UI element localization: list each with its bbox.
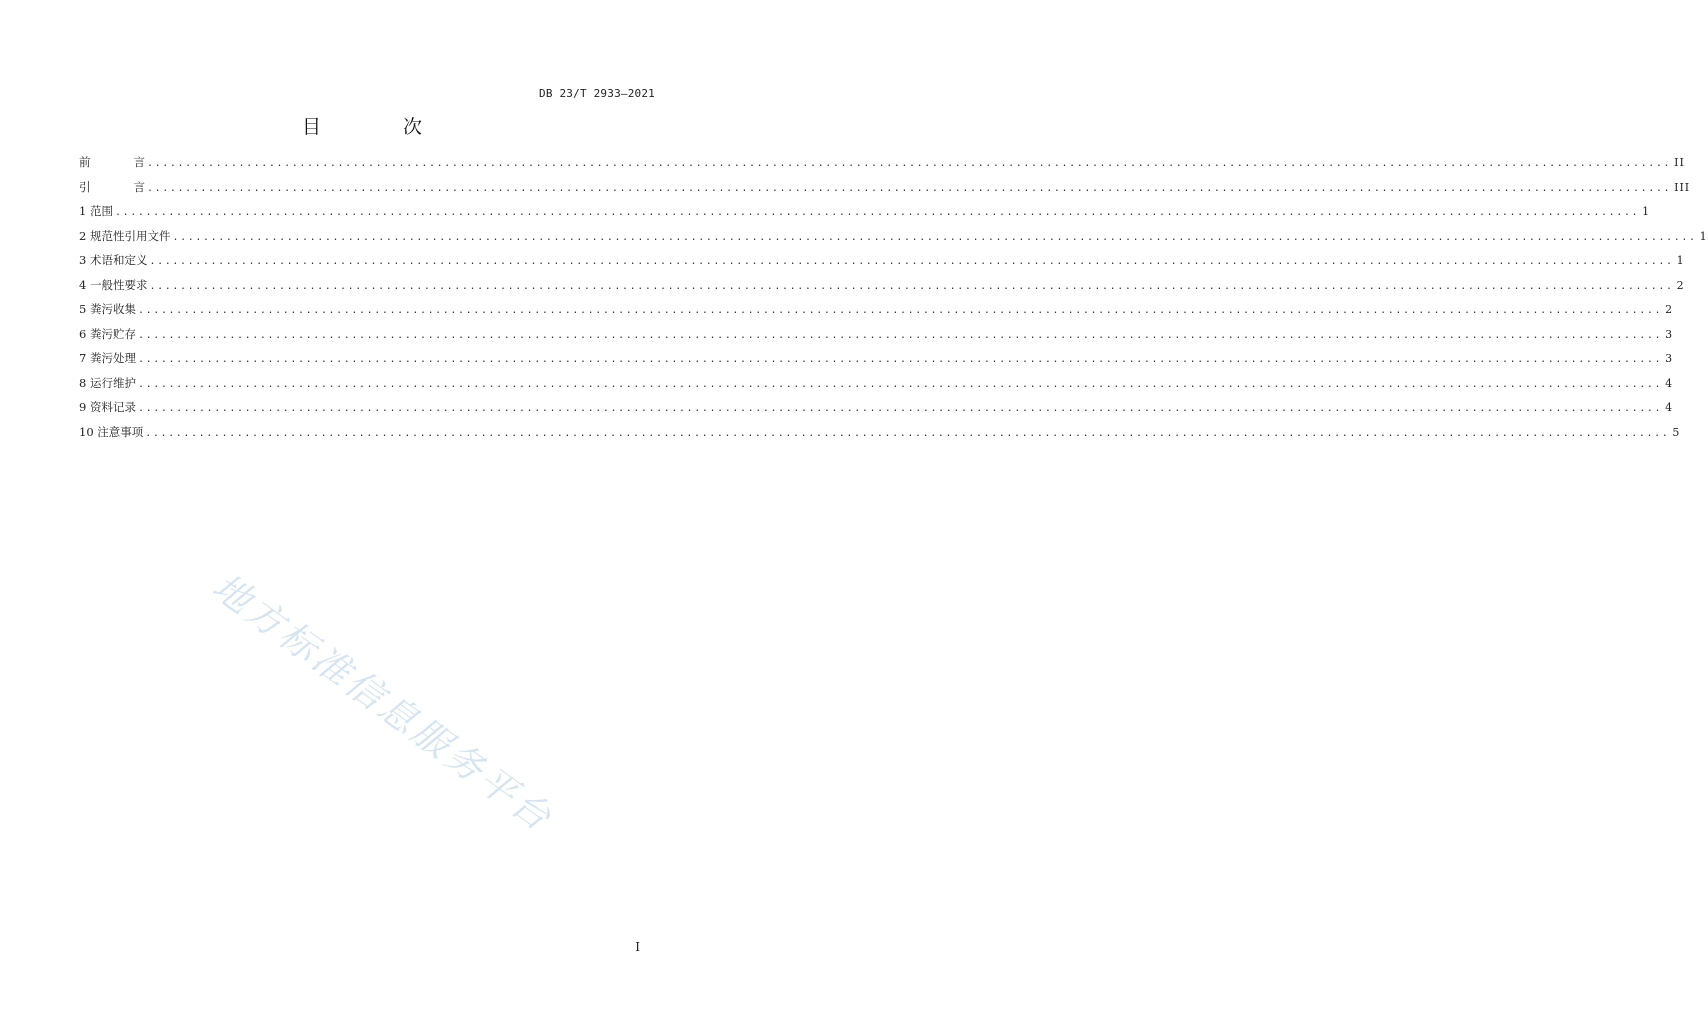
toc-entry-foreword[interactable] (79, 150, 1685, 175)
toc-leader-dots: ........................................................................................................................................................................................................ (147, 182, 1672, 194)
toc-entry-label (79, 150, 147, 175)
toc-entry-scope[interactable] (79, 199, 1651, 224)
toc-entry-label: 9 资料记录 (79, 395, 138, 420)
toc-entry-label: 8 运行维护 (79, 371, 138, 396)
toc-entry-page: 5 (1672, 425, 1681, 439)
toc-title: 目 次 (301, 116, 461, 138)
toc-leader-dots: ........................................................................................................................................................................................................ (137, 329, 1663, 341)
toc-entry-page: 1 (1676, 254, 1685, 267)
toc-leader-dots: ........................................................................................................................................................................................................ (114, 207, 1640, 218)
toc-leader-dots: ........................................................................................................................................................................................................ (172, 231, 1697, 243)
toc-entry-general-requirements[interactable] (79, 273, 1685, 298)
toc-label-char-2: 言 (133, 155, 145, 169)
toc-label-char-2: 言 (133, 179, 145, 194)
toc-entry-manure-treatment[interactable] (79, 346, 1674, 371)
toc-entry-label: 1 范围 (79, 199, 115, 224)
toc-entry-label: 6 粪污贮存 (79, 322, 138, 347)
toc-entry-page: 2 (1676, 278, 1685, 292)
toc-leader-dots: ........................................................................................................................................................................................................ (149, 256, 1674, 267)
toc-entry-page: 1 (1642, 205, 1651, 218)
toc-entry-label (79, 175, 147, 200)
toc-leader-dots: ........................................................................................................................................................................................................ (137, 305, 1663, 316)
toc-leader-dots: ........................................................................................................................................................................................................ (137, 354, 1663, 365)
toc-entry-page: 4 (1665, 376, 1674, 390)
toc-entry-label: 4 一般性要求 (79, 273, 149, 298)
toc-leader-dots: ........................................................................................................................................................................................................ (147, 158, 1672, 169)
toc-entry-precautions[interactable] (79, 420, 1681, 445)
toc-entry-operation-maintenance[interactable] (79, 371, 1674, 396)
toc-entry-page: 1 (1699, 229, 1708, 243)
toc-leader-dots: ........................................................................................................................................................................................................ (137, 403, 1663, 414)
document-code: DB 23/T 2933—2021 (539, 87, 655, 100)
table-of-contents (79, 150, 1708, 444)
toc-entry-label: 10 注意事项 (79, 420, 145, 445)
toc-entry-page: II (1674, 156, 1685, 169)
toc-entry-manure-storage[interactable] (79, 322, 1674, 347)
toc-entry-label: 3 术语和定义 (79, 248, 149, 273)
toc-entry-label: 2 规范性引用文件 (79, 224, 172, 249)
toc-leader-dots: ........................................................................................................................................................................................................ (149, 280, 1674, 292)
watermark-text: 地方标准信息服务平台 (204, 564, 562, 841)
toc-entry-page: 3 (1665, 327, 1674, 341)
toc-leader-dots: ........................................................................................................................................................................................................ (137, 378, 1663, 390)
toc-entry-label: 5 粪污收集 (79, 297, 138, 322)
toc-entry-records[interactable] (79, 395, 1674, 420)
toc-entry-manure-collection[interactable] (79, 297, 1674, 322)
toc-entry-normative-references[interactable] (79, 224, 1708, 249)
toc-leader-dots: ........................................................................................................................................................................................................ (145, 427, 1670, 439)
page-number: I (635, 940, 640, 954)
toc-label-char-1: 引 (79, 179, 91, 194)
toc-entry-page: III (1674, 180, 1691, 194)
toc-entry-introduction[interactable] (79, 175, 1691, 200)
toc-entry-page: 2 (1665, 303, 1674, 316)
toc-entry-terms-definitions[interactable] (79, 248, 1685, 273)
toc-entry-label: 7 粪污处理 (79, 346, 138, 371)
toc-entry-page: 4 (1665, 401, 1674, 414)
toc-label-char-1: 前 (79, 155, 91, 169)
toc-entry-page: 3 (1665, 352, 1674, 365)
